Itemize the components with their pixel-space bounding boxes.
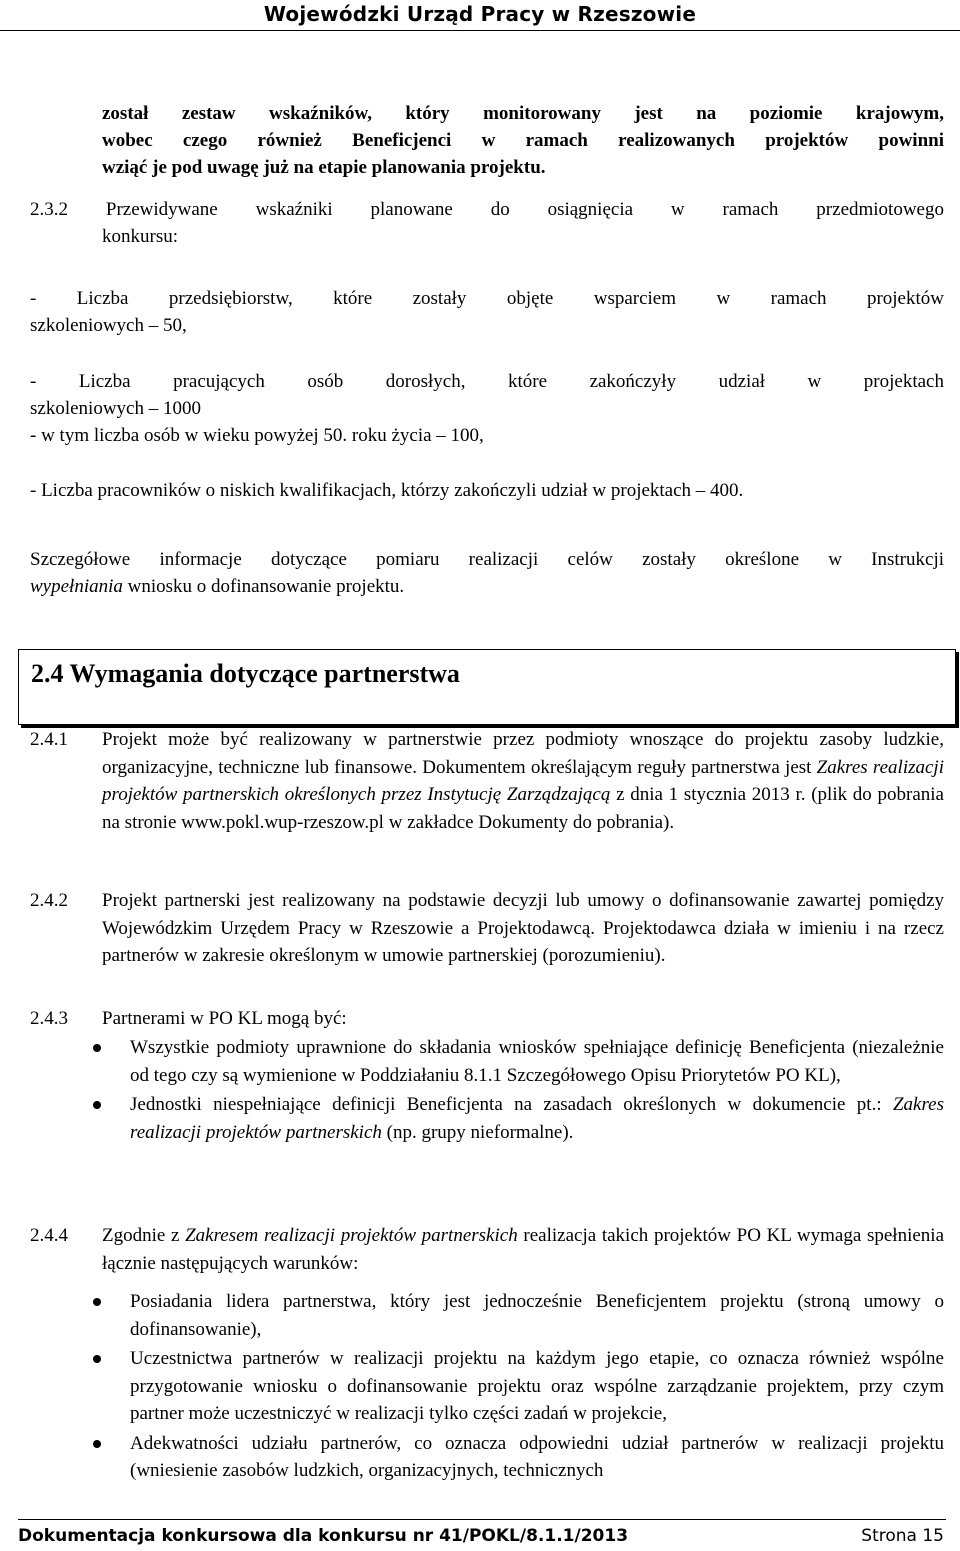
intro-paragraph	[102, 100, 944, 181]
list-item-text: Posiadania lidera partnerstwa, który jest jednocześnie Beneficjentem projektu (stroną umowy o dofinansowanie),	[130, 1291, 944, 1340]
indicator-line: - Liczba pracowników o niskich kwalifikacjach, którzy zakończyli udział w projektach – 400.	[30, 480, 744, 501]
section-heading-box	[18, 649, 956, 725]
indicators-heading-line: konkursu:	[102, 226, 178, 247]
item-number: 2.4.4	[30, 1225, 68, 1246]
bullet-list-2-4-4	[88, 1288, 944, 1487]
indicator-line: - Liczba przedsiębiorstw, które zostały objęte wsparciem w ramach projektów	[30, 288, 944, 309]
bullet-icon	[93, 1440, 101, 1448]
bullet-icon	[93, 1101, 101, 1109]
indicator-line: - w tym liczba osób w wieku powyżej 50. roku życia – 100,	[30, 425, 484, 446]
item-text-part: z dnia 1 stycznia 2013 r. (plik do pobrania na stronie www.pokl.wup-rzeszow.pl w zakładce Dokumenty do pobrania).	[102, 784, 944, 833]
item-text: Projekt partnerski jest realizowany na podstawie decyzji lub umowy o dofinansowanie zawartej pomiędzy Wojewódzkim Urzędem Pracy w Rzeszowie a Projektodawcą. Projektodawca działa w imieniu i na rzecz partnerów w zakresie określonym w umowie partnerskiej (porozumieniu).	[102, 890, 944, 966]
item-number: 2.4.2	[30, 890, 68, 911]
item-text: Partnerami w PO KL mogą być:	[102, 1008, 347, 1029]
list-item-text: Adekwatności udziału partnerów, co oznacza odpowiedni udział partnerów w realizacji projektu (wniesienie zasobów ludzkich, organizacyjnych, technicznych	[130, 1432, 944, 1481]
indicator-line: - Liczba pracujących osób dorosłych, które zakończyły udział w projektach	[30, 371, 944, 392]
intro-line: wziąć je pod uwagę już na etapie planowania projektu.	[102, 157, 546, 178]
list-item-text: (np. grupy nieformalne).	[381, 1121, 574, 1143]
bullet-icon	[93, 1355, 101, 1363]
item-text-italic: Zakres realizacji projektów partnerskich określonych przez Instytucję Zarządzającą	[102, 756, 944, 805]
list-item	[88, 1345, 944, 1428]
details-italic: wypełniania	[30, 576, 123, 597]
item-text-part: Projekt może być realizowany w partnerstwie przez podmioty wnoszące do projektu zasoby ludzkie, organizacyjne, techniczne lub finansowe. Dokumentem określającym reguły partnerstwa jest	[102, 729, 944, 778]
item-text-part: Zgodnie z	[102, 1225, 186, 1246]
list-item-text: Jednostki niespełniające definicji Beneficjenta na zasadach określonych w dokumencie pt.:	[130, 1094, 893, 1115]
intro-line: wobec czego również Beneficjenci w ramach realizowanych projektów powinni	[102, 130, 944, 151]
bullet-icon	[93, 1298, 101, 1306]
details-rest: wniosku o dofinansowanie projektu.	[122, 576, 405, 597]
header-title: Wojewódzki Urząd Pracy w Rzeszowie	[263, 2, 697, 26]
indicator-item-1	[30, 285, 944, 339]
bullet-list-2-4-3	[88, 1034, 944, 1148]
details-line: Szczegółowe informacje dotyczące pomiaru realizacji celów zostały określone w Instrukcji	[30, 549, 944, 570]
list-item-text: Uczestnictwa partnerów w realizacji projektu na każdym jego etapie, co oznacza również wspólne przygotowanie wniosku o dofinansowanie projektu oraz wspólne zarządzanie projektem, przy czym partner może uczestniczyć w realizacji tylko części zadań w projekcie,	[130, 1348, 944, 1424]
indicator-item-3	[30, 477, 944, 504]
indicator-line: szkoleniowych – 50,	[30, 315, 187, 336]
list-item	[88, 1288, 944, 1343]
bullet-icon	[93, 1044, 101, 1052]
intro-line: został zestaw wskaźników, który monitorowany jest na poziomie krajowym,	[102, 103, 944, 124]
list-item-text: Wszystkie podmioty uprawnione do składania wniosków spełniające definicję Beneficjenta (niezależnie od tego czy są wymienione w Poddziałaniu 8.1.1 Szczegółowego Opisu Priorytetów PO KL),	[130, 1037, 944, 1086]
list-item	[88, 1034, 944, 1089]
indicators-heading	[30, 196, 944, 250]
footer-divider	[18, 1519, 946, 1520]
indicators-heading-line: 2.3.2 Przewidywane wskaźniki planowane do osiągnięcia w ramach przedmiotowego	[30, 199, 944, 220]
item-text-part: realizacja takich projektów PO KL wymaga spełnienia łącznie następujących warunków:	[102, 1225, 944, 1274]
indicator-line: szkoleniowych – 1000	[30, 398, 201, 419]
item-text	[102, 726, 944, 836]
header-divider	[0, 30, 960, 31]
list-item	[88, 1091, 944, 1146]
indicator-item-2	[30, 368, 944, 449]
item-text-italic: Zakresem realizacji projektów partnerskich	[185, 1225, 518, 1246]
indicators-details	[30, 546, 944, 600]
document-header	[0, 0, 960, 30]
item-text	[102, 1222, 944, 1277]
section-title: 2.4 Wymagania dotyczące partnerstwa	[31, 659, 460, 688]
footer-document-title: Dokumentacja konkursowa dla konkursu nr 41/POKL/8.1.1/2013	[18, 1526, 629, 1546]
list-item-italic: Zakres realizacji projektów partnerskich	[130, 1094, 944, 1143]
footer-page-number: Strona 15	[861, 1526, 944, 1546]
item-number: 2.4.3	[30, 1008, 68, 1029]
item-number: 2.4.1	[30, 729, 68, 750]
details-line	[30, 573, 944, 600]
list-item	[88, 1430, 944, 1485]
